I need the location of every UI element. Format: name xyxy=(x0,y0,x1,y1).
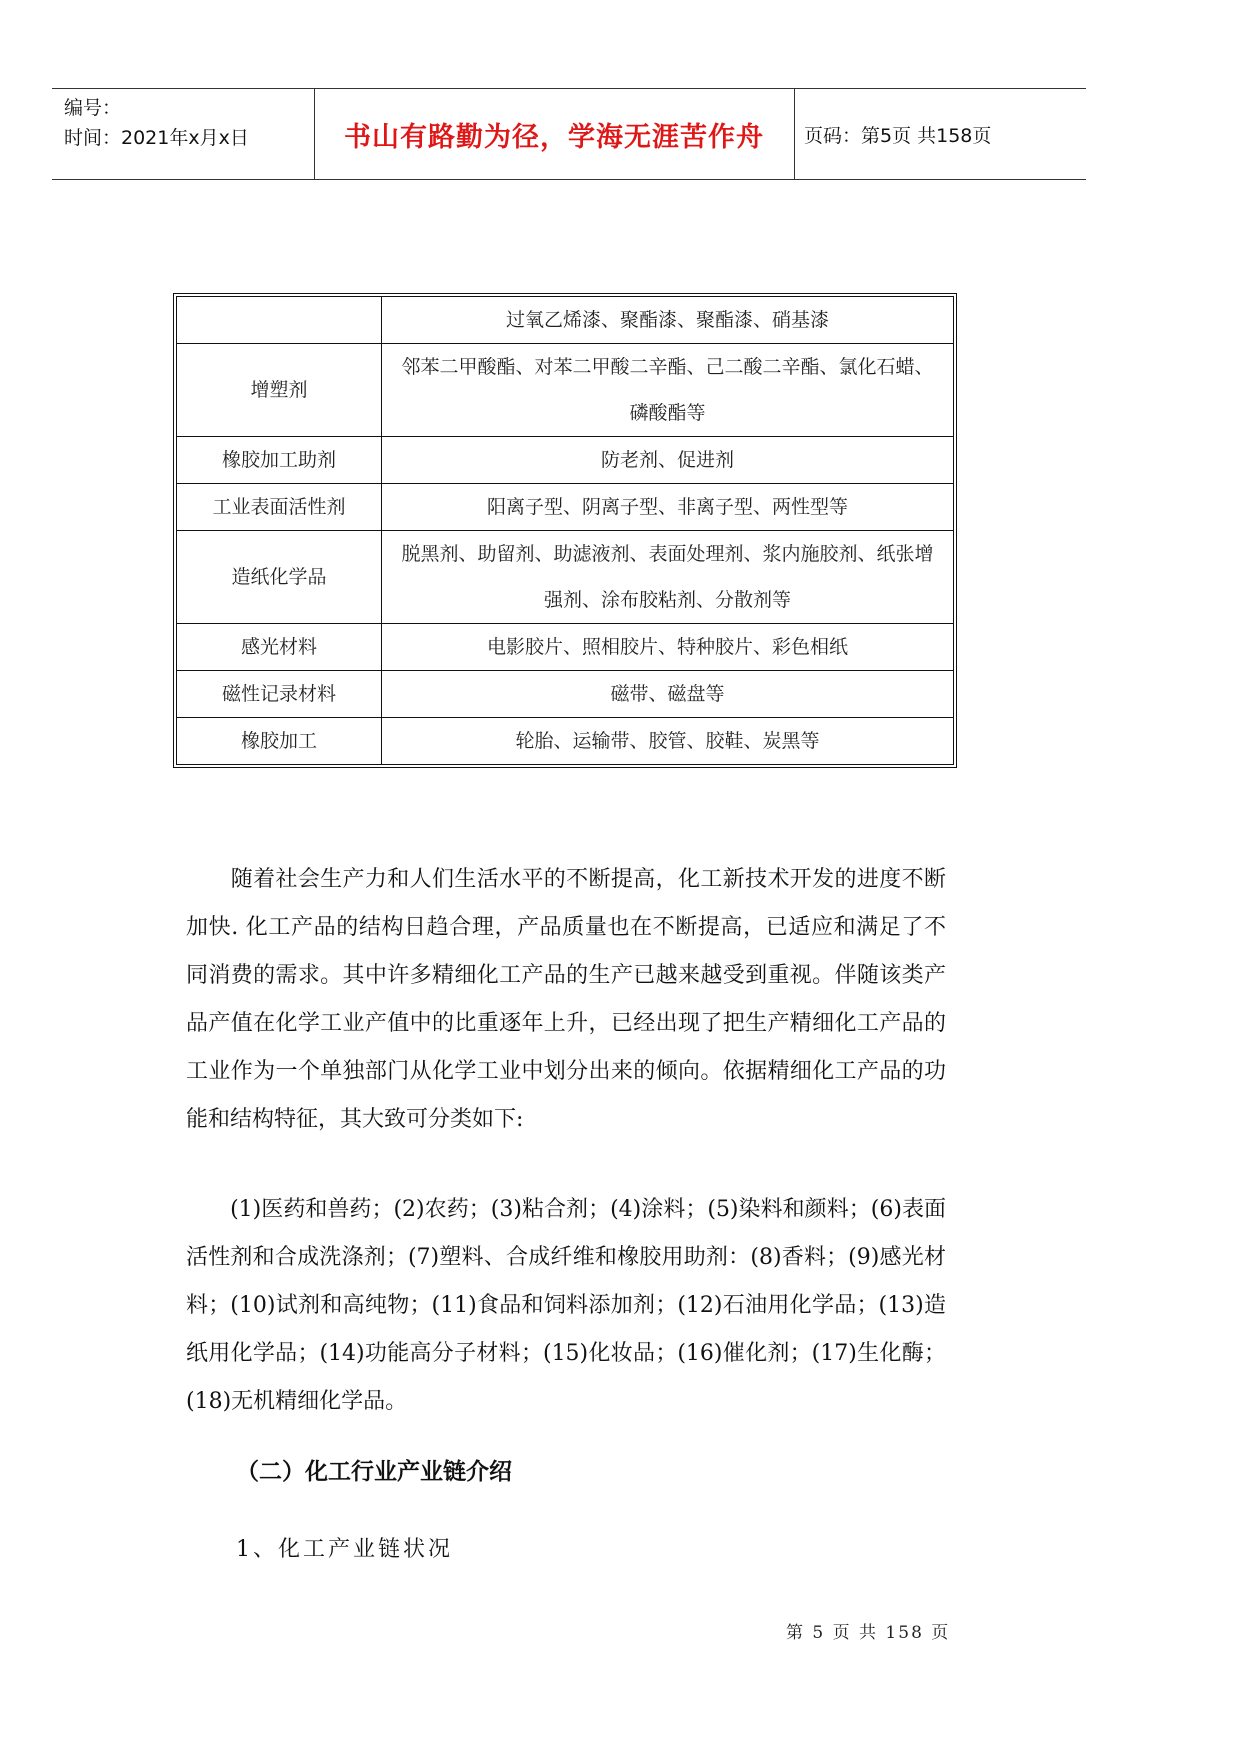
table-row xyxy=(177,297,954,344)
date-label: 时间：2021年x月x日 xyxy=(64,127,249,149)
header-page-info: 页码：第5页 共158页 xyxy=(804,124,992,147)
serial-number-label: 编号： xyxy=(64,97,122,119)
table-cell-category: 磁性记录材料 xyxy=(177,671,382,718)
table-cell-items: 过氧乙烯漆、聚酯漆、聚酯漆、硝基漆 xyxy=(382,297,954,344)
table-row xyxy=(177,718,954,765)
table-cell-category: 橡胶加工 xyxy=(177,718,382,765)
table-cell-category xyxy=(177,297,382,344)
table-cell-category: 造纸化学品 xyxy=(177,531,382,624)
table-row xyxy=(177,624,954,671)
table-row xyxy=(177,344,954,437)
table-cell-category: 感光材料 xyxy=(177,624,382,671)
table-row xyxy=(177,531,954,624)
header-divider-right xyxy=(794,89,795,179)
table-cell-items: 脱黑剂、助留剂、助滤液剂、表面处理剂、浆内施胶剂、纸张增强剂、涂布胶粘剂、分散剂等 xyxy=(382,531,954,624)
page-footer: 第 5 页 共 158 页 xyxy=(786,1623,951,1643)
body-paragraph-categories: (1)医药和兽药；(2)农药；(3)粘合剂；(4)涂料；(5)染料和颜料；(6)表面活性剂和合成洗涤剂；(7)塑料、合成纤维和橡胶用助剂：(8)香料；(9)感光材料；(10)试剂和高纯物；(11)食品和饲料添加剂；(12)石油用化学品；(13)造纸用化学品；(14)功能高分子材料；(15)化妆品；(16)催化剂；(17)生化酶；(18)无机精细化学品。 xyxy=(186,1197,946,1414)
table-cell-category: 增塑剂 xyxy=(177,344,382,437)
table-cell-category: 橡胶加工助剂 xyxy=(177,437,382,484)
table-cell-items: 阳离子型、阴离子型、非离子型、两性型等 xyxy=(382,484,954,531)
table-row xyxy=(177,671,954,718)
subsection-heading: 1、化工产业链状况 xyxy=(236,1537,453,1562)
table-row xyxy=(177,484,954,531)
classification-table xyxy=(173,293,957,768)
section-heading: （二）化工行业产业链介绍 xyxy=(236,1459,512,1485)
table-cell-category: 工业表面活性剂 xyxy=(177,484,382,531)
header-motto: 书山有路勤为径，学海无涯苦作舟 xyxy=(344,121,764,153)
table-cell-items: 防老剂、促进剂 xyxy=(382,437,954,484)
page-header xyxy=(52,88,1086,180)
table-cell-items: 磁带、磁盘等 xyxy=(382,671,954,718)
table-cell-items: 轮胎、运输带、胶管、胶鞋、炭黑等 xyxy=(382,718,954,765)
table-cell-items: 电影胶片、照相胶片、特种胶片、彩色相纸 xyxy=(382,624,954,671)
body-paragraph-intro: 随着社会生产力和人们生活水平的不断提高，化工新技术开发的进度不断加快. 化工产品的结构日趋合理，产品质量也在不断提高，已适应和满足了不同消费的需求。其中许多精细化工产品的生产已越来越受到重视。伴随该类产品产值在化学工业产值中的比重逐年上升，已经出现了把生产精细化工产品的工业作为一个单独部门从化学工业中划分出来的倾向。依据精细化工产品的功能和结构特征，其大致可分类如下: xyxy=(186,867,946,1132)
table-cell-items: 邻苯二甲酸酯、对苯二甲酸二辛酯、己二酸二辛酯、氯化石蜡、磷酸酯等 xyxy=(382,344,954,437)
table-row xyxy=(177,437,954,484)
